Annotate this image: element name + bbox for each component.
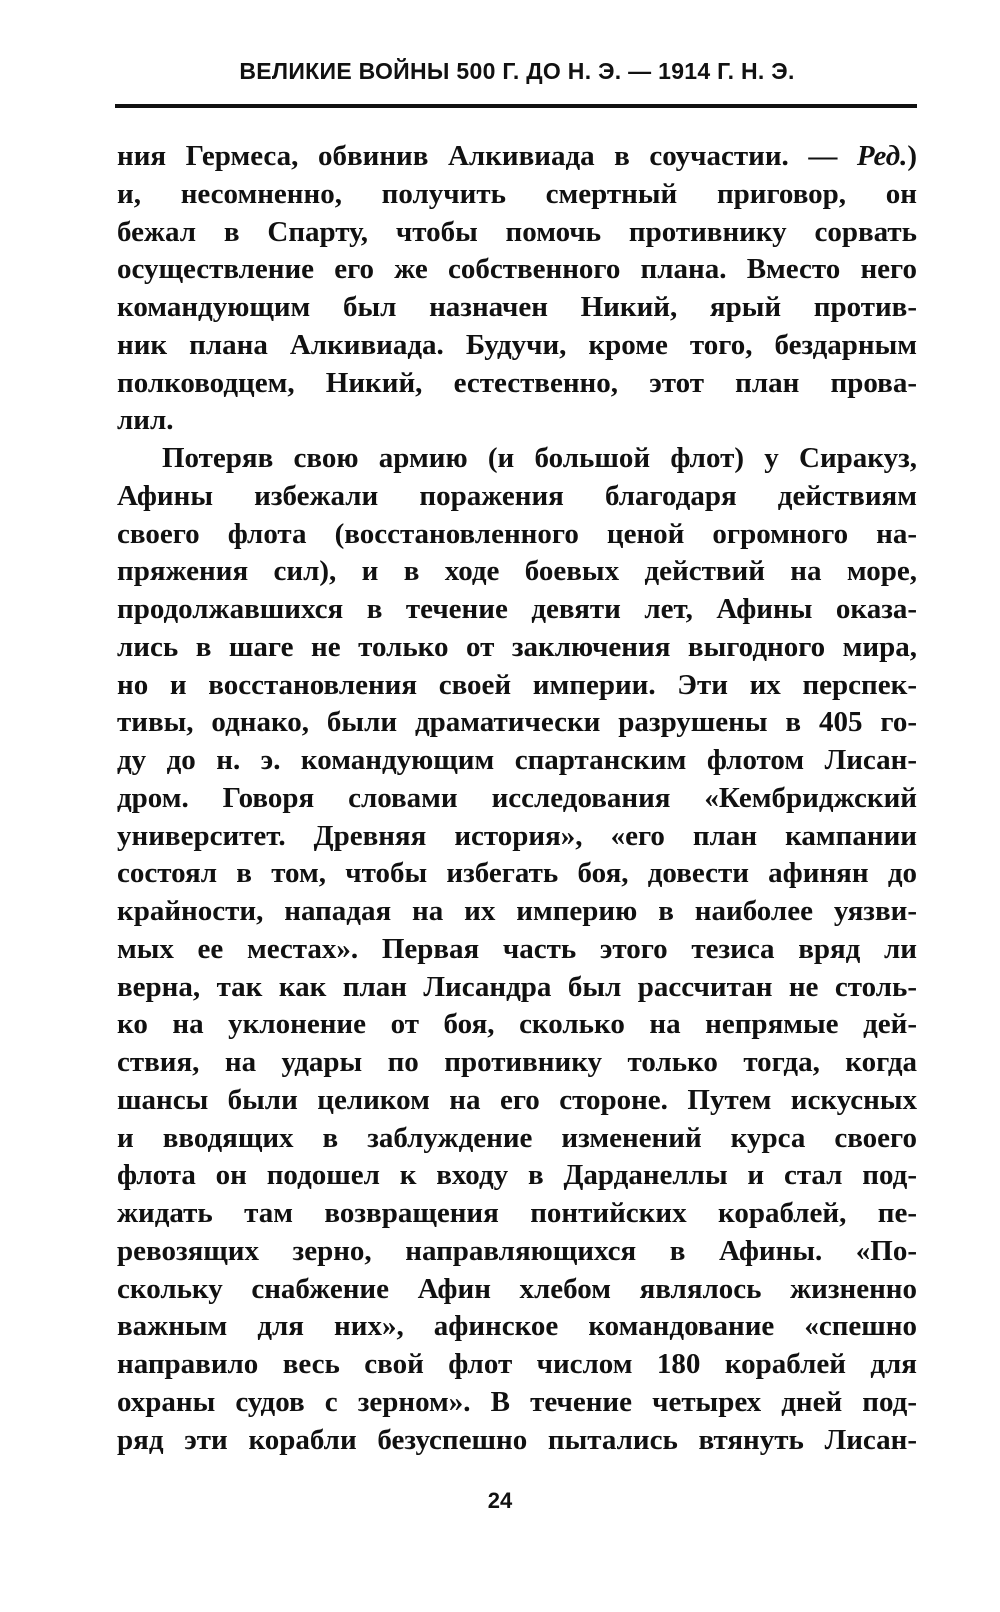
- text-line: бежал в Спарту, чтобы помочь противнику сорвать: [117, 215, 917, 248]
- running-header-title: ВЕЛИКИЕ ВОЙНЫ 500 Г. ДО Н. Э. — 1914 Г. Н. Э.: [239, 58, 795, 84]
- text-line: важным для них», афинское командование «спешно: [117, 1310, 917, 1343]
- editor-note-italic: Ред.: [856, 140, 908, 172]
- text-line: университет. Древняя история», «его план кампании: [117, 819, 917, 852]
- text-line: ряд эти корабли безуспешно пытались втянуть Лисан-: [117, 1423, 917, 1456]
- text-line: осуществление его же собственного плана. Вместо него: [117, 253, 917, 286]
- text-line: жидать там возвращения понтийских кораблей, пе-: [117, 1197, 917, 1229]
- text-line: скольку снабжение Афин хлебом являлось жизненно: [117, 1272, 917, 1305]
- text-line: ствия, на удары по противнику только тогда, когда: [117, 1046, 917, 1078]
- text-line: ко на уклонение от боя, сколько на непрямые дей-: [117, 1008, 917, 1041]
- text-line: командующим был назначен Никий, ярый против-: [117, 291, 917, 323]
- text-line: крайности, нападая на их империю в наиболее уязви-: [117, 895, 917, 927]
- text-line: шансы были целиком на его стороне. Путем искусных: [117, 1083, 917, 1116]
- text-line: лись в шаге не только от заключения выгодного мира,: [117, 630, 917, 663]
- text-run: ния Гермеса, обвинив Алкивиада в соучастии. —: [117, 140, 857, 172]
- text-line: верна, так как план Лисандра был рассчитан не столь-: [117, 970, 917, 1003]
- text-line: дром. Говоря словами исследования «Кембриджский: [117, 781, 917, 814]
- text-line: полководцем, Никий, естественно, этот план прова-: [117, 366, 917, 399]
- text-line: и, несомненно, получить смертный приговор, он: [117, 177, 917, 210]
- paragraph-start-line: Потеряв свою армию (и большой флот) у Сиракуз,: [162, 442, 917, 474]
- text-line: состоял в том, чтобы избегать боя, довести афинян до: [117, 857, 917, 890]
- text-line: ник плана Алкивиада. Будучи, кроме того, бездарным: [117, 328, 917, 361]
- text-line: [117, 138, 917, 176]
- text-line: тивы, однако, были драматически разрушены в 405 го-: [117, 706, 917, 739]
- text-line: ревозящих зерно, направляющихся в Афины. «По-: [117, 1234, 917, 1267]
- header-rule: [115, 104, 917, 108]
- body-text: [117, 138, 917, 1459]
- text-run: ): [907, 140, 917, 172]
- text-line: но и восстановления своей империи. Эти их перспек-: [117, 668, 917, 701]
- text-line: продолжавшихся в течение девяти лет, Афины оказа-: [117, 593, 917, 625]
- text-line: и вводящих в заблуждение изменений курса своего: [117, 1121, 917, 1154]
- text-line: мых ее местах». Первая часть этого тезиса вряд ли: [117, 932, 917, 965]
- page-number: 24: [487, 1488, 513, 1513]
- text-line: своего флота (восстановленного ценой огромного на-: [117, 517, 917, 550]
- text-line: флота он подошел к входу в Дарданеллы и стал под-: [117, 1159, 917, 1192]
- text-line: охраны судов с зерном». В течение четырех дней под-: [117, 1385, 917, 1418]
- text-line: пряжения сил), и в ходе боевых действий на море,: [117, 555, 917, 588]
- text-line: направило весь свой флот числом 180 кораблей для: [117, 1348, 917, 1380]
- text-line: ду до н. э. командующим спартанским флотом Лисан-: [117, 744, 917, 776]
- paragraph-end-line: лил.: [117, 404, 174, 437]
- text-line: Афины избежали поражения благодаря действиям: [117, 479, 917, 512]
